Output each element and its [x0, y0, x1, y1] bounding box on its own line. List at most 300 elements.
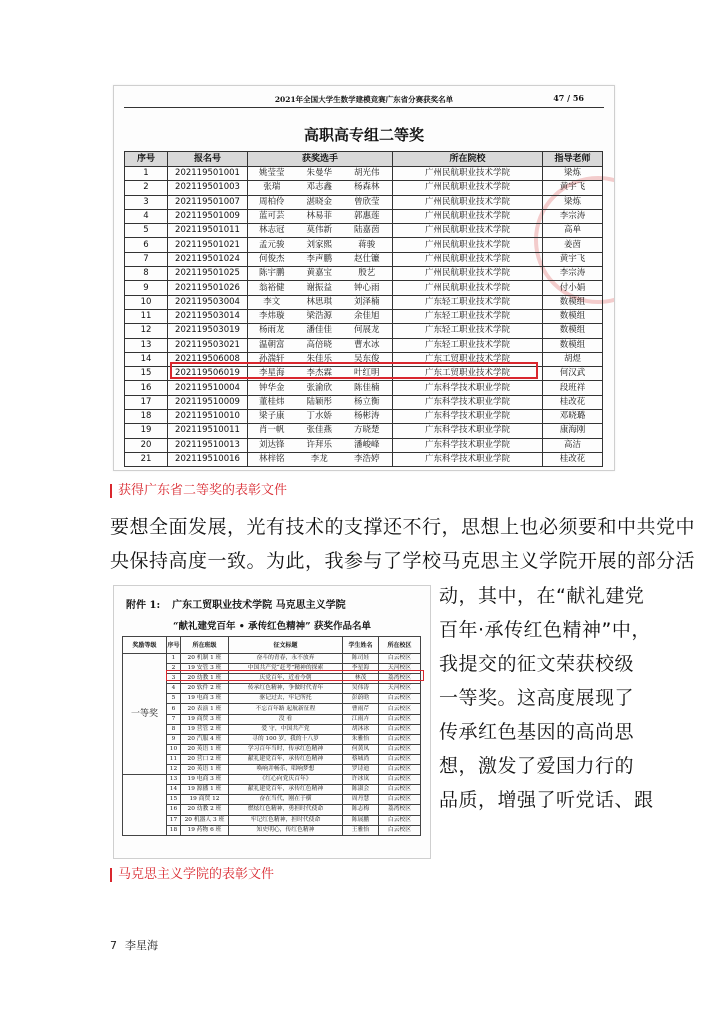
table-row: [125, 395, 603, 409]
table-row: [123, 674, 421, 684]
student-name: 陈展鹏: [343, 815, 379, 825]
advisor-name: 黄宇飞: [543, 252, 603, 266]
winner-name: 叶红明: [354, 368, 380, 379]
row-number: 3: [167, 674, 181, 684]
registration-id: 202119501001: [168, 167, 248, 181]
campus-name: 白云校区: [379, 714, 421, 724]
winner-name: 莫伟新: [306, 225, 333, 236]
winner-name: 孟元骏: [259, 239, 285, 250]
essay-title: 奋在当代，刚在于横: [229, 795, 343, 805]
winner-name: 杨立衡: [354, 396, 380, 407]
campus-name: 白云校区: [379, 815, 421, 825]
col-header: 所在院校: [393, 152, 543, 167]
col-header: 所在班级: [181, 637, 229, 654]
table-row: [125, 452, 603, 466]
campus-name: 天河校区: [379, 684, 421, 694]
winner-name: 梁浩源: [306, 311, 333, 322]
winners-cell: [248, 195, 393, 209]
table-row: [123, 775, 421, 785]
winner-name: 殷艺: [358, 268, 376, 279]
winner-name: 李文: [263, 296, 281, 307]
student-name: 何黄凤: [343, 744, 379, 754]
table-row: [123, 694, 421, 704]
table-row: [123, 825, 421, 835]
winner-name: 钟华金: [259, 382, 285, 393]
winners-cell: [248, 295, 393, 309]
row-number: 16: [167, 805, 181, 815]
doc-title: 2021年全国大学生数学建模竞赛广东省分赛获奖名单: [274, 95, 454, 104]
winner-name: 湛晓金: [306, 196, 333, 207]
table-row: [125, 224, 603, 238]
winner-name: 林志冠: [259, 225, 285, 236]
registration-id: 202119503014: [168, 309, 248, 323]
school-name: 广州民航职业技术学院: [393, 238, 543, 252]
row-number: 14: [167, 785, 181, 795]
essay-title: 知史明心，传红色精神: [229, 825, 343, 835]
school-name: 广东轻工职业技术学院: [393, 324, 543, 338]
school-name: 广州民航职业技术学院: [393, 252, 543, 266]
class-name: 19 电商 3 班: [181, 694, 229, 704]
body-text-line: 动，其中，在“献礼建党: [439, 585, 645, 607]
registration-id: 202119501003: [168, 181, 248, 195]
table-row: [123, 724, 421, 734]
student-name: 曹雨芹: [343, 704, 379, 714]
row-number: 8: [167, 724, 181, 734]
winner-name: 刘泽楠: [354, 296, 380, 307]
table-header-row: [125, 152, 603, 167]
class-name: 20 机制 1 班: [181, 654, 229, 664]
student-name: 陈志梅: [343, 805, 379, 815]
winners-cell: [248, 324, 393, 338]
winner-name: 李杰霖: [306, 368, 333, 379]
table-row: [123, 704, 421, 714]
winners-cell: [248, 252, 393, 266]
award-level: 一等奖: [123, 654, 167, 775]
registration-id: 202119501026: [168, 281, 248, 295]
registration-id: 202119506008: [168, 352, 248, 366]
winner-name: 孙湍轩: [259, 354, 285, 364]
table-row: [125, 167, 603, 181]
row-number: 5: [167, 694, 181, 704]
school-name: 广东科学技术职业学院: [393, 410, 543, 424]
winners-cell: [248, 438, 393, 452]
body-text-line: 品质，增强了听党话、跟: [439, 789, 654, 811]
row-number: 15: [125, 367, 168, 381]
registration-id: 202119501011: [168, 224, 248, 238]
advisor-name: 数模组: [543, 295, 603, 309]
col-header: 指导老师: [543, 152, 603, 167]
winners-cell: [248, 338, 393, 352]
class-name: 20 营口 2 班: [181, 754, 229, 764]
body-text-line: 要想全面发展，光有技术的支撑还不行，思想上也必须要和中共党中: [110, 516, 696, 538]
table-row: [125, 181, 603, 195]
student-name: 江雨卉: [343, 714, 379, 724]
table-row: [123, 714, 421, 724]
row-number: 21: [125, 452, 168, 466]
body-text-line: 百年·承传红色精神”中，: [439, 619, 651, 641]
row-number: 14: [125, 352, 168, 366]
advisor-name: 梁炼: [543, 167, 603, 181]
registration-id: 202119501007: [168, 195, 248, 209]
student-name: 许冰岚: [343, 775, 379, 785]
winner-name: 杨雨龙: [259, 325, 285, 336]
row-number: 4: [125, 209, 168, 223]
advisor-name: 黄宇飞: [543, 181, 603, 195]
row-number: 15: [167, 795, 181, 805]
winners-cell: [248, 167, 393, 181]
essay-title: 唤响并畅乐，唱响梦想: [229, 765, 343, 775]
winner-name: 梁子康: [259, 411, 285, 422]
col-header: 奖励等级: [123, 637, 167, 654]
campus-name: 白云校区: [379, 785, 421, 795]
row-number: 2: [167, 664, 181, 674]
winners-cell: [248, 395, 393, 409]
school-name: 广东工贸职业技术学院: [393, 367, 543, 381]
winner-name: 李星海: [259, 368, 285, 379]
table-row: [125, 252, 603, 266]
school-name: 广州民航职业技术学院: [393, 209, 543, 223]
winner-name: 李声鹏: [306, 253, 333, 264]
winner-name: 曹水冰: [354, 339, 380, 350]
campus-name: 白云校区: [379, 825, 421, 835]
winner-name: 丁水娇: [306, 411, 333, 422]
advisor-name: 段班祥: [543, 381, 603, 395]
row-number: 8: [125, 267, 168, 281]
row-number: 6: [167, 704, 181, 714]
table-row: [123, 734, 421, 744]
winner-name: 高倍晓: [306, 339, 333, 350]
table-row: [123, 805, 421, 815]
registration-id: 202119503004: [168, 295, 248, 309]
winner-name: 周柏伶: [259, 196, 285, 207]
figure-caption: 马克思主义学院的表彰文件: [110, 868, 274, 882]
advisor-name: 梁炼: [543, 195, 603, 209]
winner-name: 张佳燕: [306, 425, 333, 436]
winner-name: 陆嘉茵: [354, 225, 380, 236]
winners-cell: [248, 267, 393, 281]
winner-name: 陆颖彤: [306, 396, 333, 407]
winner-name: 张渝欣: [306, 382, 333, 393]
essay-title: 庆党百年，近看今朝: [229, 674, 343, 684]
table-row: [125, 324, 603, 338]
row-number: 18: [125, 410, 168, 424]
winner-name: 余佳旭: [354, 311, 380, 322]
winners-cell: [248, 452, 393, 466]
winner-name: 陈宇鹏: [259, 268, 285, 279]
winner-name: 刘达锋: [259, 439, 285, 450]
table-row: [123, 785, 421, 795]
row-number: 13: [125, 338, 168, 352]
school-name: 广东轻工职业技术学院: [393, 338, 543, 352]
row-number: 3: [125, 195, 168, 209]
col-header: 序号: [167, 637, 181, 654]
page-number: 7: [110, 939, 117, 952]
registration-id: 202119503019: [168, 324, 248, 338]
student-name: 朱雅怡: [343, 734, 379, 744]
winner-name: 曾欣莹: [354, 196, 380, 207]
winner-name: 林易菲: [306, 211, 333, 222]
essay-title: 寻的 100 岁，我的十八岁: [229, 734, 343, 744]
award-list-figure: [113, 85, 615, 471]
row-number: 20: [125, 438, 168, 452]
campus-name: 白云校区: [379, 754, 421, 764]
winner-name: 潘佳佳: [306, 325, 333, 336]
school-name: 广东科学技术职业学院: [393, 395, 543, 409]
row-number: 2: [125, 181, 168, 195]
student-name: 彭蔚晗: [343, 694, 379, 704]
registration-id: 202119501025: [168, 267, 248, 281]
attachment-label: 附件 1:: [126, 600, 161, 611]
table-row: [125, 281, 603, 295]
registration-id: 202119503021: [168, 338, 248, 352]
class-name: 20 幼教 2 班: [181, 805, 229, 815]
row-number: 19: [125, 424, 168, 438]
winner-name: 黄嘉宝: [306, 268, 333, 279]
table-row: [123, 654, 421, 664]
essay-title: 爱 守，中国共产党: [229, 724, 343, 734]
campus-name: 白云校区: [379, 775, 421, 785]
school-name: 广东轻工职业技术学院: [393, 309, 543, 323]
advisor-name: 胡煜: [543, 352, 603, 366]
award-level-empty: [123, 775, 167, 836]
side-paragraph: [439, 579, 654, 817]
winner-name: 胡光伟: [354, 168, 380, 179]
student-name: 林茂: [343, 674, 379, 684]
col-header: 报名号: [168, 152, 248, 167]
table-row: [123, 744, 421, 754]
school-name: 广州民航职业技术学院: [393, 281, 543, 295]
campus-name: 荔湾校区: [379, 805, 421, 815]
advisor-name: 桂改花: [543, 395, 603, 409]
figure-caption: 获得广东省二等奖的表彰文件: [110, 484, 287, 498]
class-name: 19 营管 2 班: [181, 724, 229, 734]
winner-name: 李浩婷: [354, 454, 380, 465]
table-row: [125, 438, 603, 452]
winner-name: 李炜璇: [259, 311, 285, 322]
school-name: 广东轻工职业技术学院: [393, 295, 543, 309]
winner-name: 潘峻峰: [354, 439, 380, 450]
col-header: 学生姓名: [343, 637, 379, 654]
school-name: 广东科学技术职业学院: [393, 452, 543, 466]
winners-cell: [248, 309, 393, 323]
body-text-line: 央保持高度一致。为此，我参与了学校马克思主义学院开展的部分活: [110, 550, 696, 572]
student-name: 罗诗迪: [343, 765, 379, 775]
winners-cell: [248, 181, 393, 195]
campus-name: 荔湾校区: [379, 674, 421, 684]
registration-id: 202119510016: [168, 452, 248, 466]
winner-name: 林思琪: [306, 296, 333, 307]
advisor-name: 数模组: [543, 324, 603, 338]
winners-cell: [248, 238, 393, 252]
table-row: [125, 195, 603, 209]
winner-name: 翁裕健: [259, 282, 285, 293]
student-name: 陈司娃: [343, 654, 379, 664]
essay-title: 中国共产党“赶考”精神的探索: [229, 664, 343, 674]
winner-name: 李龙: [310, 454, 328, 465]
table-row: [125, 424, 603, 438]
campus-name: 白云校区: [379, 795, 421, 805]
attachment-heading: [126, 596, 346, 611]
class-name: 19 电商 3 班: [181, 775, 229, 785]
registration-id: 202119510004: [168, 381, 248, 395]
winner-name: 方晓楚: [354, 425, 380, 436]
class-name: 20 机器人 3 班: [181, 815, 229, 825]
winner-name: 何俊杰: [259, 253, 285, 264]
class-name: 19 商贸 12: [181, 795, 229, 805]
table-row: [125, 238, 603, 252]
campus-name: 白云校区: [379, 734, 421, 744]
body-text-line: 传承红色基因的高尚思: [439, 721, 635, 743]
col-header: 征文标题: [229, 637, 343, 654]
row-number: 17: [125, 395, 168, 409]
class-name: 20 软件 2 班: [181, 684, 229, 694]
row-number: 12: [125, 324, 168, 338]
essay-title: 驱记过去，牢记所托: [229, 694, 343, 704]
row-number: 18: [167, 825, 181, 835]
table-row: [123, 795, 421, 805]
table-row: [123, 765, 421, 775]
winner-name: 杨彬涛: [354, 411, 380, 422]
campus-name: 白云校区: [379, 744, 421, 754]
winners-cell: [248, 424, 393, 438]
winner-name: 钟心雨: [354, 282, 380, 293]
campus-name: 天河校区: [379, 664, 421, 674]
campus-name: 白云校区: [379, 694, 421, 704]
advisor-name: 邓晓璐: [543, 410, 603, 424]
winner-name: 朱佳乐: [306, 354, 333, 364]
registration-id: 202119510009: [168, 395, 248, 409]
winner-name: 蒋骏: [358, 239, 376, 250]
winner-name: 林梓铭: [259, 454, 285, 465]
registration-id: 202119501009: [168, 209, 248, 223]
table-row: [125, 309, 603, 323]
class-name: 20 汽服 4 班: [181, 734, 229, 744]
school-name: 广东科学技术职业学院: [393, 438, 543, 452]
winner-name: 吴东俊: [354, 354, 380, 364]
campus-name: 白云校区: [379, 654, 421, 664]
award-heading: 高职高专组二等奖: [303, 126, 424, 144]
col-header: 序号: [125, 152, 168, 167]
essay-title: 献礼建党百年，承传红色精神: [229, 754, 343, 764]
header-rule: [124, 107, 604, 108]
essay-title: 燃炫红色精神，勇担时代使命: [229, 805, 343, 815]
winner-name: 何展龙: [354, 325, 380, 336]
winner-name: 谢振益: [306, 282, 333, 293]
school-name: 广东科学技术职业学院: [393, 381, 543, 395]
winner-name: 蓝可芸: [259, 211, 285, 222]
school-name: 广东工贸职业技术学院 马克思主义学院: [172, 600, 346, 611]
advisor-name: 数模组: [543, 338, 603, 352]
essay-title: 不忘百年路 起航新征程: [229, 704, 343, 714]
class-name: 19 药物 6 班: [181, 825, 229, 835]
winners-cell: [248, 281, 393, 295]
school-name: 广州民航职业技术学院: [393, 267, 543, 281]
winners-cell: [248, 352, 393, 366]
winner-name: 董桂炜: [259, 396, 285, 407]
advisor-name: 李宗涛: [543, 267, 603, 281]
campus-name: 白云校区: [379, 765, 421, 775]
row-number: 17: [167, 815, 181, 825]
winner-name: 温朝富: [259, 339, 285, 350]
essay-title: 奋斗的青春，永不放弃: [229, 654, 343, 664]
winner-name: 朱曼华: [306, 168, 333, 179]
table-header-row: [123, 637, 421, 654]
class-name: 19 安管 3 班: [181, 664, 229, 674]
registration-id: 202119510010: [168, 410, 248, 424]
doc-header: [124, 92, 604, 108]
row-number: 12: [167, 765, 181, 775]
winners-cell: [248, 209, 393, 223]
student-name: 胡沐冰: [343, 724, 379, 734]
table-row: [123, 664, 421, 674]
school-name: 广州民航职业技术学院: [393, 224, 543, 238]
class-name: 20 英语 1 班: [181, 765, 229, 775]
body-text-line: 一等奖。这高度展现了: [439, 687, 635, 709]
student-name: 陈淑会: [343, 785, 379, 795]
essay-title: 没 看: [229, 714, 343, 724]
table-row: [125, 381, 603, 395]
winner-name: 邓志鑫: [306, 182, 333, 193]
award-table: [124, 151, 603, 467]
doc-page-number: 47 / 56: [553, 93, 584, 103]
row-number: 10: [167, 744, 181, 754]
winner-name: 郭惠莲: [354, 211, 380, 222]
row-number: 9: [125, 281, 168, 295]
row-number: 7: [167, 714, 181, 724]
winner-name: 刘家熙: [306, 239, 333, 250]
winners-cell: [248, 367, 393, 381]
student-name: 周丹慧: [343, 795, 379, 805]
row-number: 5: [125, 224, 168, 238]
advisor-name: 何汉武: [543, 367, 603, 381]
row-number: 10: [125, 295, 168, 309]
works-list-figure: [113, 585, 431, 859]
school-name: 广州民航职业技术学院: [393, 167, 543, 181]
school-name: 广东工贸职业技术学院: [393, 352, 543, 366]
winners-cell: [248, 410, 393, 424]
row-number: 6: [125, 238, 168, 252]
winner-name: 肖一帆: [259, 425, 285, 436]
advisor-name: 康海刚: [543, 424, 603, 438]
winner-name: 赵仕镰: [354, 253, 380, 264]
col-header: 所在校区: [379, 637, 421, 654]
advisor-name: 高洁: [543, 438, 603, 452]
essay-title: 传承红色精神，争做时代青年: [229, 684, 343, 694]
registration-id: 202119510013: [168, 438, 248, 452]
school-name: 广州民航职业技术学院: [393, 195, 543, 209]
student-name: 李星海: [343, 664, 379, 674]
registration-id: 202119510011: [168, 424, 248, 438]
student-name: 蔡城尚: [343, 754, 379, 764]
school-name: 广东科学技术职业学院: [393, 424, 543, 438]
class-name: 20 英语 1 班: [181, 744, 229, 754]
essay-title: 献礼建党百年，承传红色精神: [229, 785, 343, 795]
school-name: 广州民航职业技术学院: [393, 181, 543, 195]
winner-name: 张瑞: [263, 182, 281, 193]
row-number: 1: [125, 167, 168, 181]
works-table: [122, 636, 421, 836]
class-name: 20 幼教 1 班: [181, 674, 229, 684]
essay-title: 学习百年当时，传承红色精神: [229, 744, 343, 754]
author-name: 李星海: [125, 939, 158, 952]
table-row: [125, 267, 603, 281]
advisor-name: 李宗涛: [543, 209, 603, 223]
winner-name: 杨森林: [354, 182, 380, 193]
works-title: “献礼建党百年 • 承传红色精神” 获奖作品名单: [173, 621, 371, 632]
advisor-name: 桂改花: [543, 452, 603, 466]
table-row: [125, 295, 603, 309]
essay-title: 《红心向党庆百年》: [229, 775, 343, 785]
